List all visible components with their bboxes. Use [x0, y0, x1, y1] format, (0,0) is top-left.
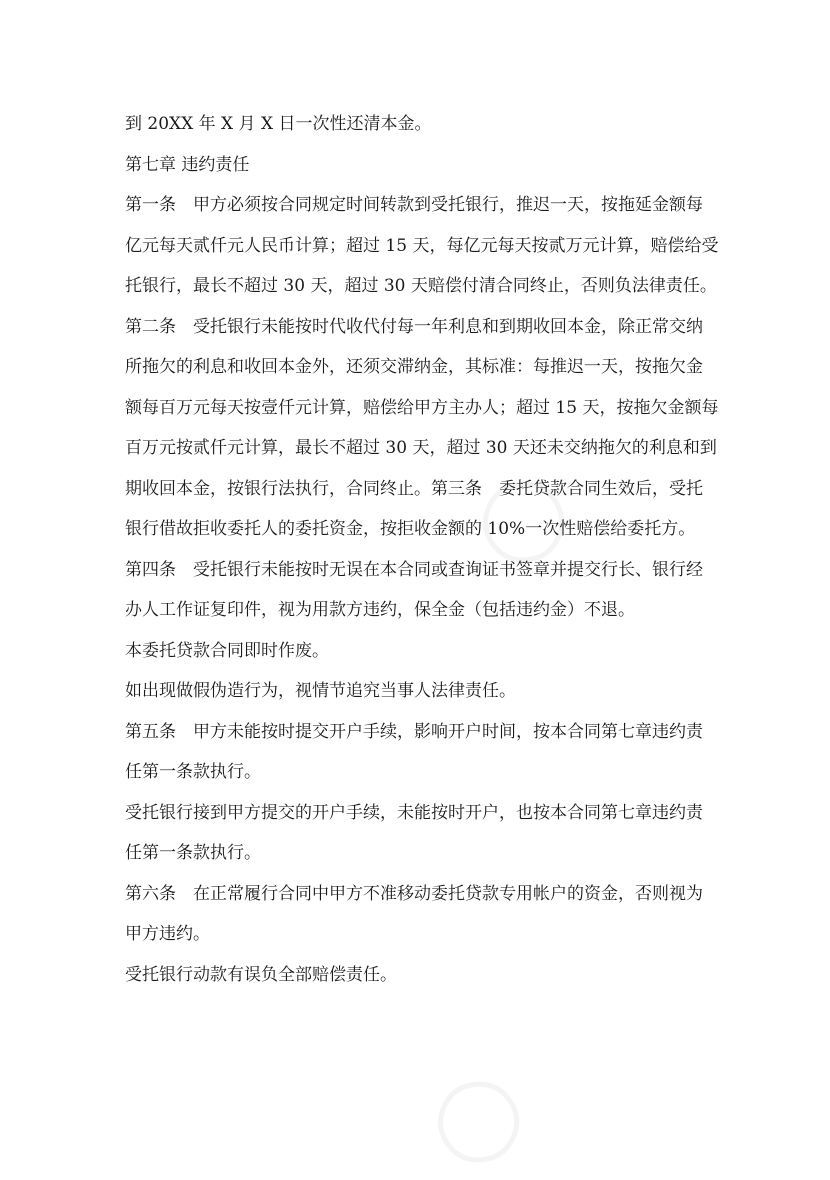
text-line: 所拖欠的利息和收回本金外，还须交滞纳金，其标准：每推迟一天，按拖欠金: [125, 357, 703, 377]
text-line: 甲方违约。: [125, 924, 210, 944]
text-line: 受托银行接到甲方提交的开户手续，未能按时开户，也按本合同第七章违约责: [125, 802, 703, 823]
text-line: 额每百万元每天按壹仟元计算，赔偿给甲方主办人；超过 15 天，按拖欠金额每: [125, 397, 719, 418]
paragraph: [125, 712, 710, 793]
text-line: 亿元每天贰仟元人民币计算；超过 15 天，每亿元每天按贰万元计算，赔偿给受: [125, 235, 719, 256]
paragraph: [125, 185, 719, 307]
text-line: 如出现做假伪造行为，视情节追究当事人法律责任。: [125, 681, 516, 701]
text-line: 任第一条款执行。: [125, 762, 261, 782]
text-line: 第一条 甲方必须按合同规定时间转款到受托银行，推迟一天，按拖延金额每: [125, 195, 703, 215]
watermark-mark: ◯: [456, 452, 584, 581]
text-line: 受托银行动款有误负全部赔偿责任。: [125, 964, 397, 985]
paragraph: [125, 874, 710, 955]
text-line: 第四条 受托银行未能按时无误在本合同或查询证书签章并提交行长、银行经: [125, 559, 703, 580]
text-line: 托银行，最长不超过 30 天，超过 30 天赔偿付清合同终止，否则负法律责任。: [125, 276, 717, 296]
text-line: 任第一条款执行。: [125, 843, 261, 863]
paragraph: [125, 550, 710, 631]
paragraph: [125, 104, 710, 145]
text-line: 百万元按贰仟元计算，最长不超过 30 天，超过 30 天还未交纳拖欠的利息和到: [125, 438, 717, 458]
text-line: 第五条 甲方未能按时提交开户手续，影响开户时间，按本合同第七章违约责: [125, 721, 703, 742]
text-line: 第六条 在正常履行合同中甲方不准移动委托贷款专用帐户的资金，否则视为: [125, 883, 703, 904]
paragraph: [125, 793, 710, 874]
watermark-mark: ◯: [411, 1052, 539, 1180]
text-line: 本委托贷款合同即时作废。: [125, 640, 329, 661]
text-line: 期收回本金，按银行法执行，合同终止。第三条 委托贷款合同生效后，受托: [125, 478, 703, 499]
text-line: 第七章 违约责任: [125, 154, 250, 175]
text-line: 到 20XX 年 X 月 X 日一次性还清本金。: [125, 114, 432, 134]
chapter-heading: [125, 145, 710, 186]
paragraph: [125, 671, 710, 712]
text-line: 办人工作证复印件，视为用款方违约，保全金（包括违约金）不退。: [125, 600, 635, 620]
paragraph: [125, 955, 710, 996]
document-body: [125, 104, 719, 995]
text-line: 第二条 受托银行未能按时代收代付每一年利息和到期收回本金，除正常交纳: [125, 316, 703, 337]
paragraph: [125, 631, 710, 672]
text-line: 银行借故拒收委托人的委托资金，按拒收金额的 10%一次性赔偿给委托方。: [125, 519, 696, 539]
paragraph: [125, 307, 719, 550]
